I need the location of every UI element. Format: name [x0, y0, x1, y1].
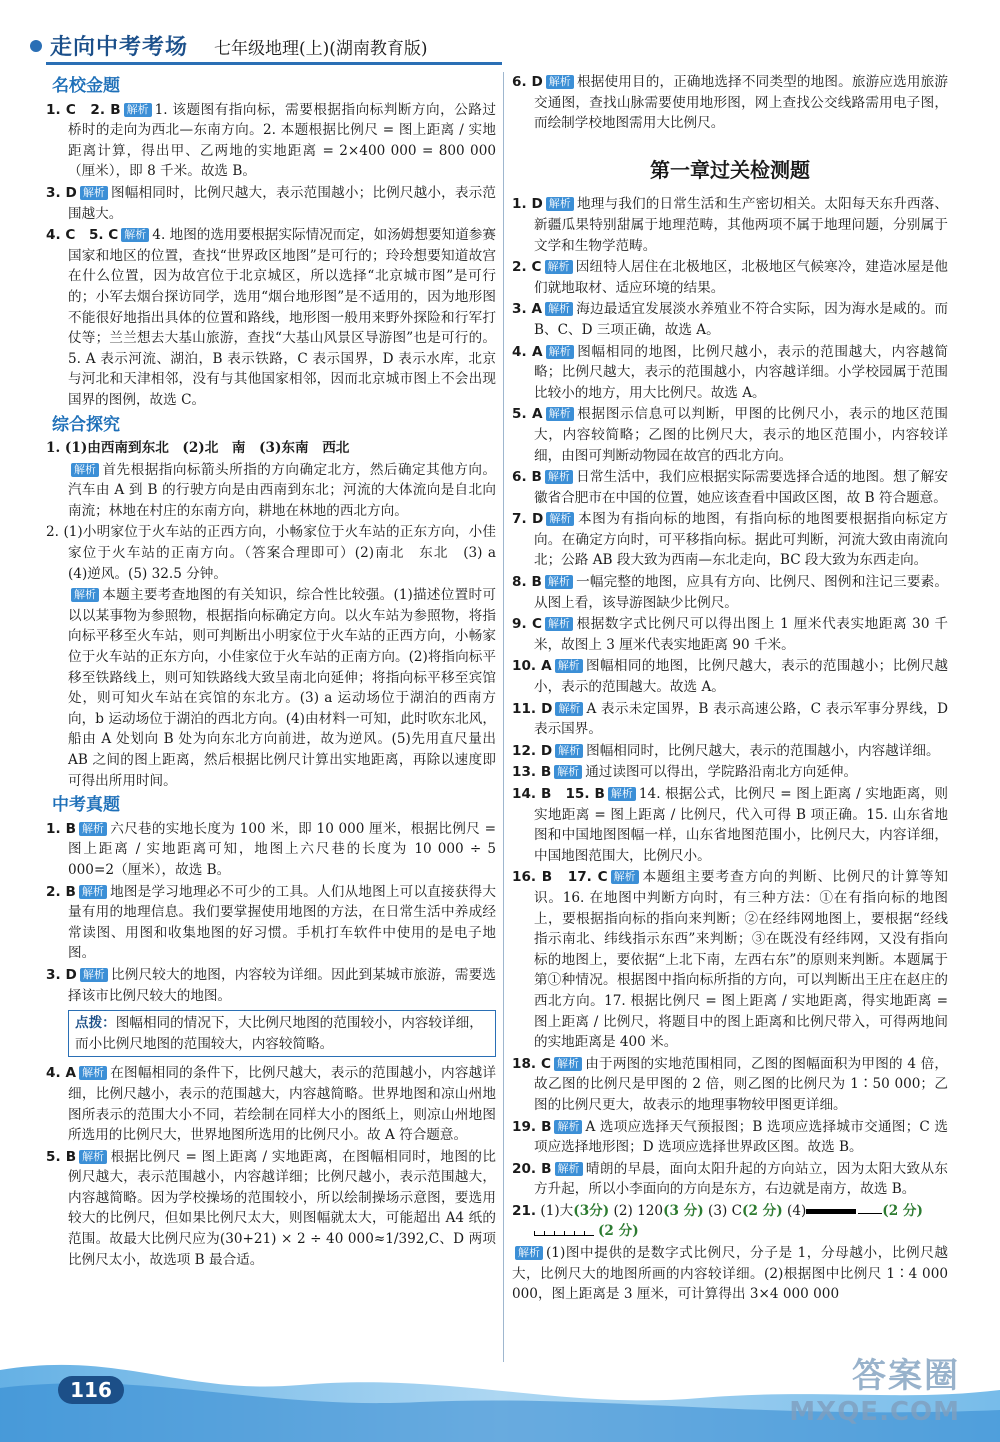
explanation: 解析 (1)图中提供的是数字式比例尺，分子是 1，分母越小，比例尺越大，比例尺大的地图所画的内容较详细。(2)根据图中比例尺 1∶4 000 000，图上距离是 3 厘米，可计算得出 3×4 000 000	[512, 1245, 948, 1303]
answer-item: 2. (1)小明家位于火车站的正西方向，小畅家位于火车站的正东方向，小佳家位于火车站的正南方向。（答案合理即可）(2)南北 东北 (3) a (4)逆风。(5) 32.5 分钟。	[46, 524, 510, 582]
watermark: 答案圈 MXQE.COM	[789, 1356, 960, 1427]
header-bullet	[30, 40, 42, 52]
answer-item: 4. A 解析 图幅相同的地图，比例尺越小，表示的范围越大，内容越简略；比例尺越大，表示的范围越小，内容越详细。小学校园属于范围比较小的地方，用大比例尺。故选 A。	[512, 343, 948, 401]
ruler-scale-icon	[534, 1227, 594, 1236]
book-subtitle: 七年级地理(上)(湖南教育版)	[214, 39, 428, 59]
section-title-famous-school: 名校金题	[52, 76, 120, 96]
section-title-exam-questions: 中考真题	[52, 795, 120, 816]
answer-item-21: 21. (1)大(3分) (2) 120(3 分) (3) C(2 分) (4) (2 分) (2 分)	[512, 1202, 923, 1240]
answer-item: 12. D 解析 图幅相同时，比例尺越大，表示的范围越小，内容越详细。	[512, 742, 940, 759]
answer-item: 20. B 解析 晴朗的早晨，面向太阳升起的方向站立，因为太阳大致从东方升起，所以小李面向的方向是东方，右边就是南方，故选 B。	[512, 1160, 948, 1198]
answer-item: 2. C 解析 因纽特人居住在北极地区，北极地区气候寒冷，建造冰屋是他们就地取材、适应环境的结果。	[512, 259, 949, 296]
answer-list	[512, 194, 948, 1200]
answer-item: 6. D 解析 根据使用目的，正确地选择不同类型的地图。旅游应选用旅游交通图，查找山脉需要使用地形图，网上查找公交线路需用电子图，而绘制学校地图需用大比例尺。	[512, 74, 948, 132]
explanation: 解析 本题主要考查地图的有关知识，综合性比较强。(1)描述位置时可以以某事物为参照物，根据指向标确定方向。以火车站为参照物，将指向标平移至火车站，则可判断出小明家位于火车站的正西方向，小畅家位于火车站的正东方向，小佳家位于火车站的正南方向。(2)将指向标平移至铁路线上，则可知铁路线大致呈南北向延伸；将指向标平移至宾馆处，则可知火车站在宾馆的东北方。(3) a 运动场位于湖泊的西南方向，b 运动场位于湖泊的西北方向。(4)由材料一可知，此时吹东北风，船由 A 处划向 B 处为向东北方向前进，故为逆风。(5)先用直尺量出 AB 之间的图上距离，然后根据比例尺计算出实地距离，再除以速度即可得出所用时间。	[68, 587, 496, 789]
answer-item: 6. B 解析 日常生活中，我们应根据实际需要选择合适的地图。想了解安徽省合肥市在中国的位置，她应该查看中国政区图，故 B 符合题意。	[512, 469, 948, 506]
page-number: 116	[58, 1376, 124, 1404]
section-title-comprehensive: 综合探究	[52, 414, 120, 435]
answer-item: 1. (1)由西南到东北 (2)北 南 (3)东南 西北	[46, 440, 350, 457]
answer-item: 14. B 15. B 解析 14. 根据公式，比例尺 = 图上距离 / 实地距离，则实地距离 = 图上距离 / 比例尺，代入可得 B 项正确。15. 山东省地图和中国地图图幅一样，山东省地图范围小，比例尺大，内容详细，中国地图范围大，比例尺小。	[512, 786, 948, 864]
answer-item: 5. A 解析 根据图示信息可以判断，甲图的比例尺小，表示的地区范围大，内容较简略；乙图的比例尺大，表示的地区范围小，内容较详细，由图可判断动物园在故宫的西北方向。	[512, 406, 948, 464]
answer-item: 1. D 解析 地理与我们的日常生活和生产密切相关。太阳每天东升西落、新疆瓜果特别甜属于地理范畴，其他两项不属于地理问题，分别属于文学和生物学范畴。	[512, 196, 948, 254]
answer-item: 7. D 解析 本图为有指向标的地图，有指向标的地图要根据指向标定方向。在确定方向时，可平移指向标。据此可判断，河流大致由南流向北；公路 AB 段大致为西南—东北走向，BC 段大致为东西走向。	[512, 511, 949, 569]
answer-item: 9. C 解析 根据数字式比例尺可以得出图上 1 厘米代表实地距离 30 千米，故图上 3 厘米代表实地距离 90 千米。	[512, 616, 948, 653]
book-title: 走向中考考场	[50, 34, 189, 60]
left-column	[46, 72, 510, 1271]
answer-item: 10. A 解析 图幅相同的地图，比例尺越大，表示的范围越小；比例尺越小，表示的范围越大。故选 A。	[512, 658, 949, 696]
answer-item: 18. C 解析 由于两图的实地范围相同，乙图的图幅面积为甲图的 4 倍，故乙图的比例尺是甲图的 2 倍，则乙图的比例尺为 1∶50 000；乙图的比例尺更大，故表示的地理事物较甲图更详细。	[512, 1055, 948, 1113]
chapter-title: 第一章过关检测题	[650, 157, 810, 182]
answer-item: 4. C 5. C 解析 4. 地图的选用要根据实际情况而定，如汤姆想要知道参赛国家和地区的位置，查找“世界政区地图”是可行的；玲玲想要知道故宫在什么位置，因为故宫位于北京城区，所以选择“北京城市图”是可行的；小军去烟台探访同学，选用“烟台地形图”是不适用的，因为地形图不能很好地指出具体的位置和路线，地形图一般用来野外探险和行军打仗等；兰兰想去大基山旅游，查找“大基山风景区导游图”也是可行的。5. A 表示河流、湖泊，B 表示铁路，C 表示国界，D 表示水库，北京与河北和天津相邻，没有与其他国家相邻，因而北京城市图上不会出现国界的图例，故选 C。	[46, 227, 496, 408]
tip-box: 点拨：图幅相同的情况下，大比例尺地图的范围较小，内容较详细，而小比例尺地图的范围较大，内容较简略。	[68, 1010, 496, 1057]
explanation: 解析 首先根据指向标箭头所指的方向确定北方，然后确定其他方向。汽车由 A 到 B 的行驶方向是由西南到东北；河流的大体流向是自北向南流；林地在村庄的东南方向，耕地在林地的西北方向。	[68, 461, 496, 519]
right-column	[512, 72, 948, 1306]
answer-item: 13. B 解析 通过读图可以得出，学院路沿南北方向延伸。	[512, 764, 858, 781]
line-scale-icon	[806, 1209, 856, 1214]
answer-item: 3. A 解析 海边最适宜发展淡水养殖业不符合实际，因为海水是咸的。而 B、C、D 三项正确，故选 A。	[512, 301, 948, 338]
answer-item: 16. B 17. C 解析 本题组主要考查方向的判断、比例尺的计算等知识。16. 在地图中判断方向时，有三种方法：①在有指向标的地图上，要根据指向标的指向来判断；②在经纬网地图上，要根据“经线指示南北、纬线指示东西”来判断；③在既没有经纬网，又没有指向标的地图上，要依据“上北下南，左西右东”的原则来判断。本题属于第①种情况。根据图中指向标所指的方向，可以判断出王庄在赵庄的西北方向。17. 根据比例尺 = 图上距离 / 实地距离，得实地距离 = 图上距离 / 比例尺，将题目中的图上距离和比例尺带入，可得两地间的实地距离是 400 米。	[512, 869, 949, 1051]
answer-item: 1. C 2. B 解析 1. 该题图有指向标，需要根据指向标判断方向，公路过桥时的走向为西北—东南方向。2. 本题根据比例尺 = 图上距离 / 实地距离计算，得出甲、乙两地的实地距离 = 2×400 000 = 800 000（厘米），即 8 千米。故选 B。	[46, 101, 496, 180]
answer-item: 3. D 解析 图幅相同时，比例尺越大，表示范围越小；比例尺越小，表示范围越大。	[46, 184, 497, 222]
answer-item: 11. D 解析 A 表示未定国界，B 表示高速公路，C 表示军事分界线，D 表示国界。	[512, 700, 948, 738]
column-divider	[503, 72, 504, 1362]
answer-item: 5. B 解析 根据比例尺 = 图上距离 / 实地距离，在图幅相同时，地图的比例尺越大，表示范围越小，内容越详细；比例尺越小，表示范围越大，内容越简略。因为学校操场的范围较小，所以绘制操场示意图，要选用较大的比例尺，但如果比例尺太大，则图幅就太大，可能超出 A4 纸的范围。故最大比例尺应为(30+21) × 2 ÷ 40 000≈1/392,C、D 两项比例尺太小，故选项 B 最合适。	[46, 1148, 496, 1268]
answer-item: 3. D 解析 比例尺较大的地图，内容较为详细。因此到某城市旅游，需要选择该市比例尺较大的地图。	[46, 966, 497, 1004]
line-scale-tail-icon	[858, 1208, 882, 1214]
answer-item: 8. B 解析 一幅完整的地图，应具有方向、比例尺、图例和注记三要素。从图上看，该导游图缺少比例尺。	[512, 574, 948, 611]
answer-item: 19. B 解析 A 选项应选择天气预报图；B 选项应选择城市交通图；C 选项应选择地形图；D 选项应选择世界政区图。故选 B。	[512, 1118, 948, 1156]
answer-item: 1. B 解析 六尺巷的实地长度为 100 米，即 10 000 厘米，根据比例尺 = 图上距离 / 实地距离可知，地图上六尺巷的长度为 10 000 ÷ 5 000=2（厘米），故选 B。	[46, 820, 496, 878]
header-rule	[46, 62, 502, 65]
page-header	[0, 0, 1000, 70]
answer-item: 4. A 解析 在图幅相同的条件下，比例尺越大，表示的范围越小，内容越详细，比例尺越小，表示的范围越大，内容越简略。世界地图和凉山州地图所表示的范围大小不同，若绘制在同样大小的图纸上，则凉山州地图所选用的比例尺大，世界地图所选用的比例尺小。故 A 符合题意。	[46, 1065, 496, 1144]
answer-item: 2. B 解析 地图是学习地理必不可少的工具。人们从地图上可以直接获得大量有用的地理信息。我们要掌握使用地图的方法，在日常生活中养成经常读图、用图和收集地图的好习惯。手机打车软件中使用的是电子地图。	[46, 883, 497, 962]
